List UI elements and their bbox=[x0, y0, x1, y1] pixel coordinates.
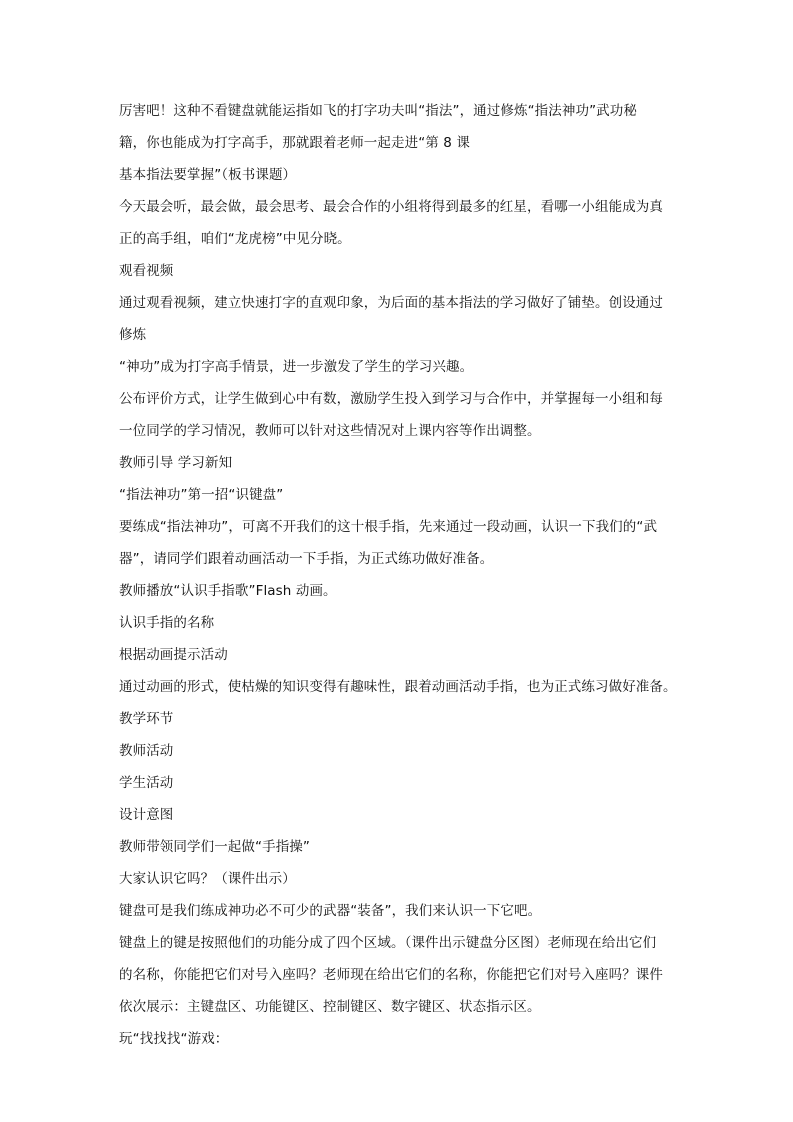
text-line: 基本指法要掌握”（板书课题） bbox=[119, 167, 297, 183]
paragraph bbox=[119, 895, 679, 927]
text-line: 籍，你也能成为打字高手，那就跟着老师一起走进“第 8 课 bbox=[119, 135, 470, 151]
text-line: 认识手指的名称 bbox=[119, 615, 215, 631]
paragraph bbox=[119, 447, 679, 479]
paragraph bbox=[119, 703, 679, 735]
paragraph bbox=[119, 479, 679, 511]
text-line: 教师活动 bbox=[119, 743, 174, 759]
paragraph bbox=[119, 191, 679, 255]
text-line: 公布评价方式，让学生做到心中有数，激励学生投入到学习与合作中，并掌握每一小组和每 bbox=[119, 391, 663, 407]
text-line: 依次展示：主键盘区、功能键区、控制键区、数字键区、状态指示区。 bbox=[119, 999, 541, 1015]
text-line: 键盘可是我们练成神功必不可少的武器“装备”，我们来认识一下它吧。 bbox=[119, 903, 542, 919]
text-line: 学生活动 bbox=[119, 775, 174, 791]
text-line: 一位同学的学习情况，教师可以针对这些情况对上课内容等作出调整。 bbox=[119, 423, 541, 439]
paragraph bbox=[119, 607, 679, 639]
paragraph bbox=[119, 831, 679, 863]
text-line: 今天最会听，最会做，最会思考、最会合作的小组将得到最多的红星，看哪一小组能成为真 bbox=[119, 199, 663, 215]
text-line: 的名称，你能把它们对号入座吗？老师现在给出它们的名称，你能把它们对号入座吗？课件 bbox=[119, 967, 663, 983]
paragraph bbox=[119, 735, 679, 767]
paragraph bbox=[119, 639, 679, 671]
paragraph bbox=[119, 863, 679, 895]
text-line: 教学环节 bbox=[119, 711, 174, 727]
text-line: 设计意图 bbox=[119, 807, 174, 823]
text-line: “指法神功”第一招“识键盘” bbox=[119, 487, 284, 503]
paragraph bbox=[119, 383, 679, 447]
text-line: 正的高手组，咱们“龙虎榜”中见分晓。 bbox=[119, 231, 351, 247]
text-line: 通过动画的形式，使枯燥的知识变得有趣味性，跟着动画活动手指，也为正式练习做好准备。 bbox=[119, 679, 677, 695]
text-line: 通过观看视频，建立快速打字的直观印象，为后面的基本指法的学习做好了铺垫。创设通过 bbox=[119, 295, 663, 311]
paragraph bbox=[119, 671, 679, 703]
paragraph bbox=[119, 95, 679, 159]
paragraph bbox=[119, 255, 679, 287]
text-line: 教师播放“认识手指歌”Flash 动画。 bbox=[119, 583, 337, 599]
text-line: 教师带领同学们一起做“手指操” bbox=[119, 839, 310, 855]
text-line: 修炼 bbox=[119, 327, 147, 343]
paragraph bbox=[119, 799, 679, 831]
paragraph bbox=[119, 511, 679, 575]
text-line: 玩“找找找“游戏： bbox=[119, 1031, 229, 1047]
paragraph bbox=[119, 575, 679, 607]
text-line: 厉害吧！这种不看键盘就能运指如飞的打字功夫叫“指法”，通过修炼“指法神功”武功秘 bbox=[119, 103, 637, 119]
text-line: 观看视频 bbox=[119, 263, 174, 279]
paragraph bbox=[119, 159, 679, 191]
text-line: 根据动画提示活动 bbox=[119, 647, 228, 663]
paragraph bbox=[119, 351, 679, 383]
paragraph bbox=[119, 1023, 679, 1055]
text-line: 器”，请同学们跟着动画活动一下手指，为正式练功做好准备。 bbox=[119, 551, 494, 567]
text-line: “神功”成为打字高手情景，进一步激发了学生的学习兴趣。 bbox=[119, 359, 474, 375]
text-line: 要练成“指法神功”，可离不开我们的这十根手指，先来通过一段动画，认识一下我们的“武 bbox=[119, 519, 658, 535]
text-line: 大家认识它吗？（课件出示） bbox=[119, 871, 296, 887]
paragraph bbox=[119, 927, 679, 1023]
paragraph bbox=[119, 767, 679, 799]
text-line: 键盘上的键是按照他们的功能分成了四个区域。（课件出示键盘分区图）老师现在给出它们 bbox=[119, 935, 657, 951]
paragraph bbox=[119, 287, 679, 351]
text-line: 教师引导 学习新知 bbox=[119, 455, 233, 471]
